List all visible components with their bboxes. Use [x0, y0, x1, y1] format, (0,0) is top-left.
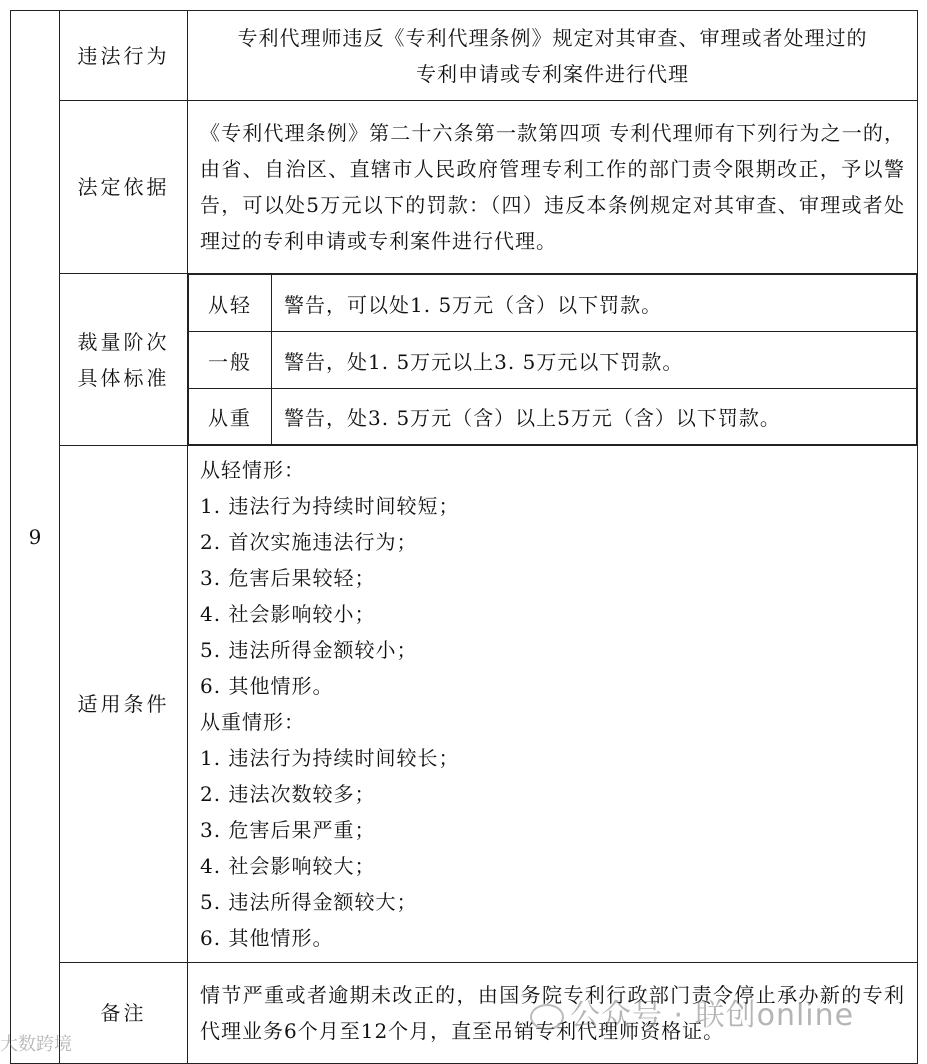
remarks-label: 备注 — [60, 963, 188, 1064]
discretion-tiers-cell — [188, 274, 918, 446]
discretion-label — [60, 274, 188, 446]
tier-text: 警告，处3. 5万元（含）以上5万元（含）以下罚款。 — [272, 389, 917, 445]
watermark-corner — [0, 1030, 72, 1056]
legal-basis-row — [11, 101, 918, 274]
tier-name: 从重 — [189, 389, 272, 445]
condition-line: 5. 违法所得金额较小； — [200, 638, 418, 662]
violation-row — [11, 11, 918, 101]
conditions-label: 适用条件 — [60, 446, 188, 963]
condition-line: 2. 违法次数较多； — [200, 782, 376, 806]
tier-row-normal — [189, 332, 917, 389]
tier-name: 从轻 — [189, 275, 272, 332]
watermark-main-text: 公众号 · 联创online — [570, 998, 855, 1033]
watermark-main — [530, 990, 854, 1034]
violation-text-line1: 专利代理师违反《专利代理条例》规定对其审查、审理或者处理过的 — [237, 25, 868, 50]
condition-line: 3. 危害后果较轻； — [200, 566, 376, 590]
watermark-corner-text: 大数跨境 — [0, 1034, 72, 1055]
violation-text — [188, 11, 918, 101]
discretion-label-line2: 具体标准 — [77, 365, 170, 390]
condition-line: 1. 违法行为持续时间较长； — [200, 746, 460, 770]
remarks-text: 情节严重或者逾期未改正的，由国务院专利行政部门责令停止承办新的专利代理业务6个月至12个月，直至吊销专利代理师资格证。 — [188, 963, 918, 1064]
row-number: 9 — [11, 11, 60, 1064]
condition-line: 4. 社会影响较小； — [200, 602, 376, 626]
violation-text-line2: 专利申请或专利案件进行代理 — [416, 61, 689, 86]
legal-basis-text: 《专利代理条例》第二十六条第一款第四项 专利代理师有下列行为之一的，由省、自治区、直辖市人民政府管理专利工作的部门责令限期改正，予以警告，可以处5万元以下的罚款：（四）违反本条例规定对其审查、审理或者处理过的专利申请或专利案件进行代理。 — [188, 101, 918, 274]
condition-line: 6. 其他情形。 — [200, 674, 334, 698]
condition-line: 6. 其他情形。 — [200, 926, 334, 950]
legal-basis-label: 法定依据 — [60, 101, 188, 274]
condition-line: 从轻情形： — [200, 458, 305, 482]
condition-line: 2. 首次实施违法行为； — [200, 530, 418, 554]
conditions-row — [11, 446, 918, 963]
condition-line: 5. 违法所得金额较大； — [200, 890, 418, 914]
tier-text: 警告，处1. 5万元以上3. 5万元以下罚款。 — [272, 332, 917, 389]
condition-line: 1. 违法行为持续时间较短； — [200, 494, 460, 518]
tier-row-heavy — [189, 389, 917, 445]
wechat-icon — [530, 1004, 564, 1030]
condition-line: 4. 社会影响较大； — [200, 854, 376, 878]
tier-text: 警告，可以处1. 5万元（含）以下罚款。 — [272, 275, 917, 332]
condition-line: 3. 危害后果严重； — [200, 818, 376, 842]
condition-line: 从重情形： — [200, 710, 305, 734]
discretion-tiers-table — [188, 274, 917, 445]
discretion-label-line1: 裁量阶次 — [77, 329, 170, 354]
violation-label: 违法行为 — [60, 11, 188, 101]
penalty-standard-table — [10, 10, 918, 1064]
conditions-list — [188, 446, 918, 963]
tier-row-light — [189, 275, 917, 332]
tier-name: 一般 — [189, 332, 272, 389]
discretion-row — [11, 274, 918, 446]
